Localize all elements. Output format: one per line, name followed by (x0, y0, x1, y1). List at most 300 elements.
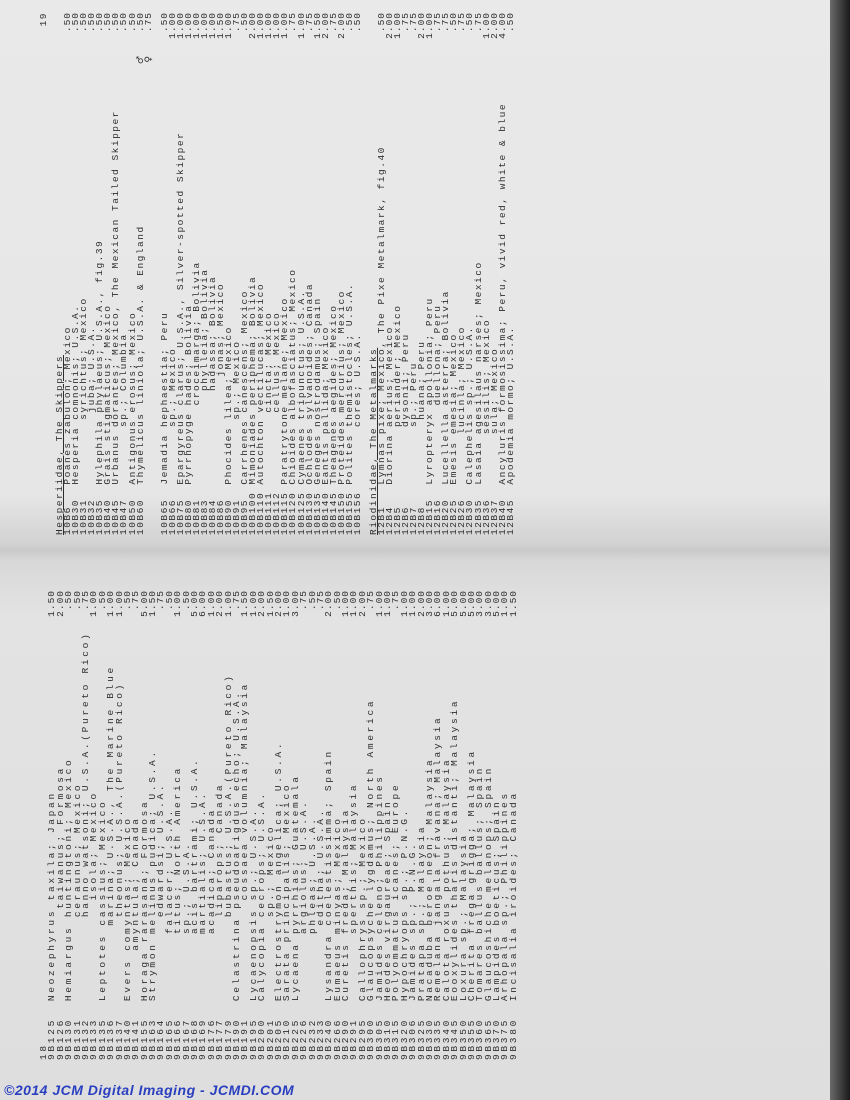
species-entry: Ochlodes sylvanoides; Canada (303, 282, 315, 485)
price: 1.50 (507, 590, 519, 617)
catalog-number: 10B120 (287, 491, 299, 535)
price: .75 (327, 12, 339, 33)
catalog-number: 9B210 (281, 1017, 293, 1060)
price: .50 (121, 590, 133, 611)
catalog-number: 9B205 (272, 1017, 284, 1060)
species-entry: Epargyreus clarus; U.S.A., Silver-spotted Skipper (174, 131, 186, 485)
price: 1.00 (247, 590, 259, 617)
catalog-number: 9B131 (71, 1017, 83, 1060)
catalog-number: 12B40 (496, 498, 508, 535)
catalog-number: 12B30 (464, 498, 476, 535)
catalog-number: 10B155 (343, 491, 355, 535)
catalog-number: 10B31 (78, 498, 90, 535)
species-entry: Sarata principalis; Mexico (281, 782, 293, 1002)
catalog-number: 10B45 (110, 498, 122, 535)
price: 5.00 (449, 590, 461, 617)
price: 1.50 (215, 12, 227, 39)
catalog-number: 9B137 (113, 1017, 125, 1060)
catalog-number: 9B225 (289, 1017, 301, 1060)
price: .50 (134, 12, 146, 33)
species-entry: Glaucoshiche melanops; Spain (482, 765, 494, 1002)
price-list (56, 12, 515, 535)
catalog-number: 9B132 (79, 1017, 91, 1060)
species-entry: Ancyluris formosissima; Peru, vivid red, white & blue (496, 102, 508, 485)
price: .75 (400, 12, 412, 33)
species-entry: lucinla; Mexico (456, 326, 468, 485)
price: .75 (155, 590, 167, 611)
catalog-number: 9B291 (348, 1017, 360, 1060)
price: .75 (298, 590, 310, 611)
price: 5.00 (491, 590, 503, 617)
species-entry: syrichtus; Mexico (78, 297, 90, 485)
species-entry: Calephelis sp.; U.S.A. (464, 326, 476, 485)
price: 1.00 (190, 12, 202, 39)
price: 1.00 (340, 590, 352, 617)
price: 1.50 (147, 590, 159, 617)
price: .75 (440, 12, 452, 33)
catalog-number: 9B290 (340, 1017, 352, 1060)
catalog-number: 10B65 (158, 498, 170, 535)
price: .50 (96, 590, 108, 611)
price: .75 (365, 590, 377, 611)
species-entry: sp.; Mexico (231, 340, 243, 485)
price: 6.00 (197, 590, 209, 617)
price: 1.50 (264, 590, 276, 617)
catalog-number: 9B163 (147, 1017, 159, 1060)
price: .50 (78, 12, 90, 33)
species-entry: Eantis pallida; Mexico (319, 326, 331, 485)
price: 1.00 (373, 590, 385, 617)
species-entry: duellona; Peru (432, 304, 444, 485)
catalog-number: 10B75 (174, 498, 186, 535)
catalog-number: 9B226 (298, 1017, 310, 1060)
price: 1.00 (263, 12, 275, 39)
price: 1.00 (206, 12, 218, 39)
catalog-number: 12B4 (384, 506, 396, 535)
catalog-number: 9B310 (382, 1017, 394, 1060)
species-entry: Lycaena pyrrhias; Guatemala (289, 774, 301, 1002)
list-item (142, 12, 154, 535)
catalog-number: 10B50 (126, 498, 138, 535)
species-entry: Leptotes cassius; Mexico (96, 799, 108, 1002)
catalog-number: 12B37 (488, 498, 500, 535)
species-entry: hanno watsoni; U.S.A.(Pureto Rico) (79, 631, 91, 1002)
catalog-number: 9B126 (54, 1017, 66, 1060)
catalog-number: 9B136 (105, 1017, 117, 1060)
catalog-number: 10B100 (247, 491, 259, 535)
catalog-number: 9B168 (189, 1017, 201, 1060)
species-entry: Lampides boeticus; Spain (491, 799, 503, 1002)
catalog-number: 10B130 (303, 491, 315, 535)
species-entry: sp.; Columbia (118, 333, 130, 485)
catalog-number: 12B26 (456, 498, 468, 535)
price: .50 (70, 12, 82, 33)
catalog-number: 9B375 (499, 1017, 511, 1060)
species-entry: taiwanus; Formosa (54, 765, 66, 1002)
catalog-number: 10B115 (279, 491, 291, 535)
catalog-number: 9B191 (239, 1017, 251, 1060)
species-entry: Apodemia mormo; U.S.A. (504, 326, 516, 485)
price: .50 (118, 12, 130, 33)
catalog-number: 10B30 (70, 498, 82, 535)
copyright-watermark: ©2014 JCM Digital Imaging - JCMDI.COM (4, 1082, 295, 1098)
catalog-number: 10B32 (86, 498, 98, 535)
catalog-number: 12B25 (448, 498, 460, 535)
species-entry: Calota roxus pothus; Malaysia (440, 757, 452, 1002)
species-entry: Lymnas pixe; Mexico, The Pixe Metalmark, fig.40 (375, 146, 387, 485)
section-heading: Hesperiidae, The Skippers (54, 354, 66, 535)
species-entry: sula; Mexico (488, 347, 500, 485)
catalog-number: 10B80 (182, 498, 194, 535)
price: 1.00 (424, 12, 436, 39)
price: 6.00 (432, 590, 444, 617)
price: .75 (130, 590, 142, 611)
species-entry: Pratapa sp.; Malaysia (415, 824, 427, 1002)
catalog-number: 10B86 (215, 498, 227, 535)
species-entry: juba; U.S.A. (86, 326, 98, 485)
catalog-number: 9B345 (449, 1017, 461, 1060)
species-entry: Polyommatus icanes; Europe (390, 782, 402, 1002)
species-entry: Hemiargus huntingtoni; Mexico (63, 757, 75, 1002)
species-entry: Strymon melinus pudica; U.S.A. (147, 749, 159, 1002)
price: .50 (504, 12, 516, 33)
species-entry: sessilis; Mexico (480, 318, 492, 485)
catalog-number: 9B266 (331, 1017, 343, 1060)
price: 2.00 (323, 590, 335, 617)
catalog-number: 10B135 (311, 491, 323, 535)
species-entry: Eumaeus minyas; Mexico (331, 816, 343, 1002)
price: 2.00 (272, 590, 284, 617)
price: 1.00 (499, 590, 511, 617)
price: .50 (343, 12, 355, 33)
catalog-number: 9B325 (415, 1017, 427, 1060)
price: .75 (432, 12, 444, 33)
species-entry: Pyrrhopyge hades; Bolivia (182, 304, 194, 485)
price: .50 (375, 12, 387, 33)
price: .50 (86, 12, 98, 33)
price: 2.00 (415, 590, 427, 617)
catalog-number: 12B45 (504, 498, 516, 535)
price: .75 (303, 12, 315, 33)
catalog-number: 10B90 (223, 498, 235, 535)
species-entry: Lucellella asterra; Bolivia (440, 290, 452, 485)
species-entry: Emesis emesia; Mexico (448, 333, 460, 485)
species-entry: croceimarga; Bolivia (190, 261, 202, 485)
catalog-number: 10B156 (351, 491, 363, 535)
price: 3.00 (474, 590, 486, 617)
species-entry: Proteides mercurius; Mexico (335, 290, 347, 485)
catalog-number: 12B5 (392, 506, 404, 535)
species-entry: Phocides lilea; Mexico (223, 326, 235, 485)
catalog-number: 9B201 (264, 1017, 276, 1060)
species-entry: marina; U.S.A., The Marine Blue (105, 665, 117, 1002)
price: .75 (314, 590, 326, 611)
species-entry: Mimoniades periphema; Bolivia (247, 275, 259, 485)
catalog-number: 9B360 (474, 1017, 486, 1060)
catalog-number: 12B36 (480, 498, 492, 535)
species-entry: ceraunus; Mexico (71, 782, 83, 1002)
species-entry: Polites themistocles; U.S.A. (343, 282, 355, 485)
catalog-number: 10B83 (198, 498, 210, 535)
catalog-number: 9B166 (172, 1017, 184, 1060)
catalog-number: 9B177 (214, 1017, 226, 1060)
species-entry: Thymelicus liniola; U.S.A. & England (134, 225, 146, 485)
species-entry: Loxura sp.; Malaysia (457, 833, 469, 1002)
species-entry: Nacaduba beroe neon; Malaysia (423, 757, 435, 1002)
catalog-number: 12B6 (400, 506, 412, 535)
catalog-number: 9B315 (390, 1017, 402, 1060)
species-entry: Chioides albofasciatus; Mexico (287, 268, 299, 485)
catalog-number: 12B16 (432, 498, 444, 535)
species-entry: acis bartrami; U.S.A. (189, 757, 201, 1002)
species-entry: Urbanus dorantes; Mexico, The Mexican Tailed Skipper (110, 110, 122, 485)
species-entry: Evers comyntas; Mexico (121, 816, 133, 1002)
species-entry: Lasaia agesilaus narses; Mexico (472, 261, 484, 485)
price: 1.00 (172, 590, 184, 617)
price-list (48, 590, 518, 1060)
catalog-number: 12B35 (472, 498, 484, 535)
price: 1.00 (88, 590, 100, 617)
price: 1.00 (166, 12, 178, 39)
price: .50 (71, 590, 83, 611)
list-item (134, 12, 146, 535)
catalog-number: 9B240 (323, 1017, 335, 1060)
catalog-number: 10B60 (134, 498, 146, 535)
price: .50 (163, 590, 175, 611)
species-entry: cores; U.S.A. (351, 333, 363, 485)
catalog-number: 9B232 (306, 1017, 318, 1060)
price: 2.00 (319, 12, 331, 39)
price: 3.00 (423, 590, 435, 617)
catalog-number: 9B335 (432, 1017, 444, 1060)
species-entry: Hylephila phylaeus; U.S.A., fig.39 (94, 239, 106, 485)
price: 1.00 (205, 590, 217, 617)
price: 1.00 (198, 12, 210, 39)
price: .50 (464, 12, 476, 33)
price: .50 (351, 12, 363, 33)
price: .75 (390, 590, 402, 611)
price: 2.00 (54, 590, 66, 617)
price: .75 (79, 590, 91, 611)
catalog-number: 9B133 (88, 1017, 100, 1060)
catalog-number: 9B306 (407, 1017, 419, 1060)
species-entry: Paratrytone melane; Mexico (279, 297, 291, 485)
species-entry: sp.; Mexico (166, 347, 178, 485)
species-entry: sperthis; Malaysia (348, 782, 360, 1002)
species-entry: amyntula; Canada (130, 816, 142, 1002)
catalog-number: 9B350 (457, 1017, 469, 1060)
list-item (504, 12, 516, 535)
price: .75 (230, 590, 242, 611)
species-entry: Remelana jangala fravana; Malaysia (432, 715, 444, 1002)
price: 2.00 (335, 12, 347, 39)
catalog-number: 9B164 (155, 1017, 167, 1060)
catalog-number: 9B141 (130, 1017, 142, 1060)
price: .50 (102, 12, 114, 33)
price: 1.00 (222, 590, 234, 617)
price: 2.00 (247, 12, 259, 39)
catalog-number: 10B35 (94, 498, 106, 535)
catalog-number: 12B20 (440, 498, 452, 535)
price: 1.00 (407, 590, 419, 617)
female-symbol-icon: ♀ (143, 56, 154, 63)
species-entry: Lyropteryx apollonia; Peru (424, 297, 436, 485)
price: 1.00 (392, 12, 404, 39)
catalog-number: 9B140 (121, 1017, 133, 1060)
section-heading: Riodinidae, The Metalmarks (367, 347, 379, 535)
price: .50 (63, 590, 75, 611)
price: .50 (158, 12, 170, 33)
catalog-number: 9B370 (491, 1017, 503, 1060)
species-entry: Glaucopsyche lygdamus; North America (365, 698, 377, 1002)
catalog-number: 9B355 (465, 1017, 477, 1060)
price: .50 (239, 12, 251, 33)
catalog-number: 9B365 (482, 1017, 494, 1060)
species-entry: Poanes zabulon; Mexico (62, 326, 74, 485)
catalog-number: 12B15 (424, 498, 436, 535)
catalog-number: 10B95 (239, 498, 251, 535)
catalog-number: 9B200 (256, 1017, 268, 1060)
species-entry: Autochton vectilucas; Mexico (255, 282, 267, 485)
price: 1.00 (440, 590, 452, 617)
catalog-number: 10B91 (231, 498, 243, 535)
male-symbol-icon: ♂ (135, 56, 146, 65)
price: 1.00 (480, 12, 492, 39)
catalog-number: 9B176 (205, 1017, 217, 1060)
species-entry: Curetis freda; Malaysia (340, 807, 352, 1002)
price: .75 (287, 12, 299, 33)
price: 1.50 (311, 12, 323, 39)
price: 2.00 (488, 12, 500, 39)
catalog-number: 9B169 (197, 1017, 209, 1060)
species-entry: phylleia; Bolivia (198, 268, 210, 485)
price: 1.00 (279, 12, 291, 39)
species-entry: Antigonus erosus; Mexico (126, 311, 138, 485)
species-entry: Grais stigmaticus; Mexico (102, 304, 114, 485)
price: 5.00 (189, 590, 201, 617)
price: .75 (142, 12, 154, 33)
price: 2.00 (416, 12, 428, 39)
page-18 (40, 590, 518, 1060)
species-entry: liparops; Canada (214, 782, 226, 1002)
species-entry: editha; U.S.A. (314, 807, 326, 1002)
species-entry: Lysandra coelestissimma; Spain (323, 749, 335, 1002)
price: 1.00 (398, 590, 410, 617)
species-entry: argiolus; U.S.A. (298, 799, 310, 1002)
species-entry: titus; North America (172, 765, 184, 1002)
species-entry: Eooxylides tharis distanti; Malaysia (449, 698, 461, 1002)
catalog-number: 10B81 (190, 498, 202, 535)
price: .75 (231, 12, 243, 33)
price: 1.00 (223, 12, 235, 39)
price: 1.50 (46, 590, 58, 617)
species-entry: cossaea volumnia; Malaysia (239, 681, 251, 1002)
catalog-number: 9B155 (138, 1017, 150, 1060)
species-entry: Jamides sp.; P.N.G. (407, 841, 419, 1002)
scanner-edge (830, 0, 850, 1100)
species-entry: Theagenes aegides; Mexico (327, 304, 339, 485)
species-entry: cellus; Mexico (271, 311, 283, 485)
price: 1.00 (113, 590, 125, 617)
price: 1.00 (295, 12, 307, 39)
catalog-number: 12B8 (416, 506, 428, 535)
price: 1.50 (239, 590, 251, 617)
price: .50 (306, 590, 318, 611)
price: 1.00 (105, 590, 117, 617)
catalog-number: 10B66 (166, 498, 178, 535)
price: 4.00 (496, 12, 508, 39)
species-entry: Calycopia cecrops; U.S.A. (256, 791, 268, 1002)
species-entry: falacer; U.S.A. (163, 807, 175, 1002)
species-entry: Hesperia comnonis; U.S.A. (70, 304, 82, 485)
list-item (351, 12, 363, 535)
price: .50 (126, 12, 138, 33)
price: 3.00 (482, 590, 494, 617)
species-entry: Callophrys sp.; Mexico (356, 816, 368, 1002)
species-entry: sp.; Mexico (264, 824, 276, 1002)
species-entry: Cymaenes tripunctus; U.S.A. (295, 290, 307, 485)
species-entry: periander; Mexico (392, 304, 404, 485)
species-entry: Heodes virgaureae; Spain (382, 799, 394, 1002)
species-entry: Jamides celeno; Philippines (373, 774, 385, 1002)
page-19 (40, 12, 515, 535)
species-entry: Neozephyrus taxila; Japan (46, 791, 58, 1002)
species-entry: hadassa; Bolivia (206, 275, 218, 485)
catalog-number: 9B305 (373, 1017, 385, 1060)
catalog-number: 10B125 (295, 491, 307, 535)
species-entry: cincta; Mexico (263, 311, 275, 485)
species-entry: Incisalia iroides; Canada (507, 791, 519, 1002)
price: 5.00 (457, 590, 469, 617)
species-entry: dysonii; Peru (400, 333, 412, 485)
species-entry: edwardsi; U.S.A. (155, 782, 167, 1002)
price: 2.00 (356, 590, 368, 617)
catalog-number: 9B130 (63, 1017, 75, 1060)
price: .75 (456, 12, 468, 33)
catalog-number: 12B1 (375, 506, 387, 535)
price: .75 (408, 12, 420, 33)
catalog-number: 9B233 (314, 1017, 326, 1060)
catalog-number: 9B195 (247, 1017, 259, 1060)
species-entry: huana; Peru (416, 340, 428, 485)
catalog-number: 9B300 (365, 1017, 377, 1060)
price: 1.00 (348, 590, 360, 617)
species-entry: Celastrina pseudoarigdus echo; U.S.A. (230, 690, 242, 1002)
price: .50 (180, 590, 192, 611)
species-entry: Cherita frega grigga; Malaysia (465, 749, 477, 1002)
price: .50 (94, 12, 106, 33)
species-entry: jonas; Mexico (215, 282, 227, 485)
species-entry: Carrhenes canescens; Mexico (239, 290, 251, 485)
species-entry: bubastus; U.S.A.(Pureto Rico) (222, 673, 234, 1002)
catalog-number: 9B135 (96, 1017, 108, 1060)
catalog-number: 10B40 (102, 498, 114, 535)
catalog-number: 9B380 (507, 1017, 519, 1060)
species-entry: Jemadia hephaestia; Peru (158, 311, 170, 485)
price: 5.00 (138, 590, 150, 617)
catalog-number: 10B140 (319, 491, 331, 535)
price: 1.00 (382, 590, 394, 617)
page-number: 18 (38, 1043, 49, 1060)
catalog-number: 10B112 (271, 491, 283, 535)
catalog-number: 9B165 (163, 1017, 175, 1060)
catalog-number: 9B330 (423, 1017, 435, 1060)
catalog-number: 10B84 (206, 498, 218, 535)
species-entry: Horaga rarasana; Formosa (138, 799, 150, 1002)
species-entry: Tomares ballus ballus; Spain (474, 765, 486, 1002)
price: 2.00 (214, 590, 226, 617)
page-number: 19 (38, 12, 49, 27)
